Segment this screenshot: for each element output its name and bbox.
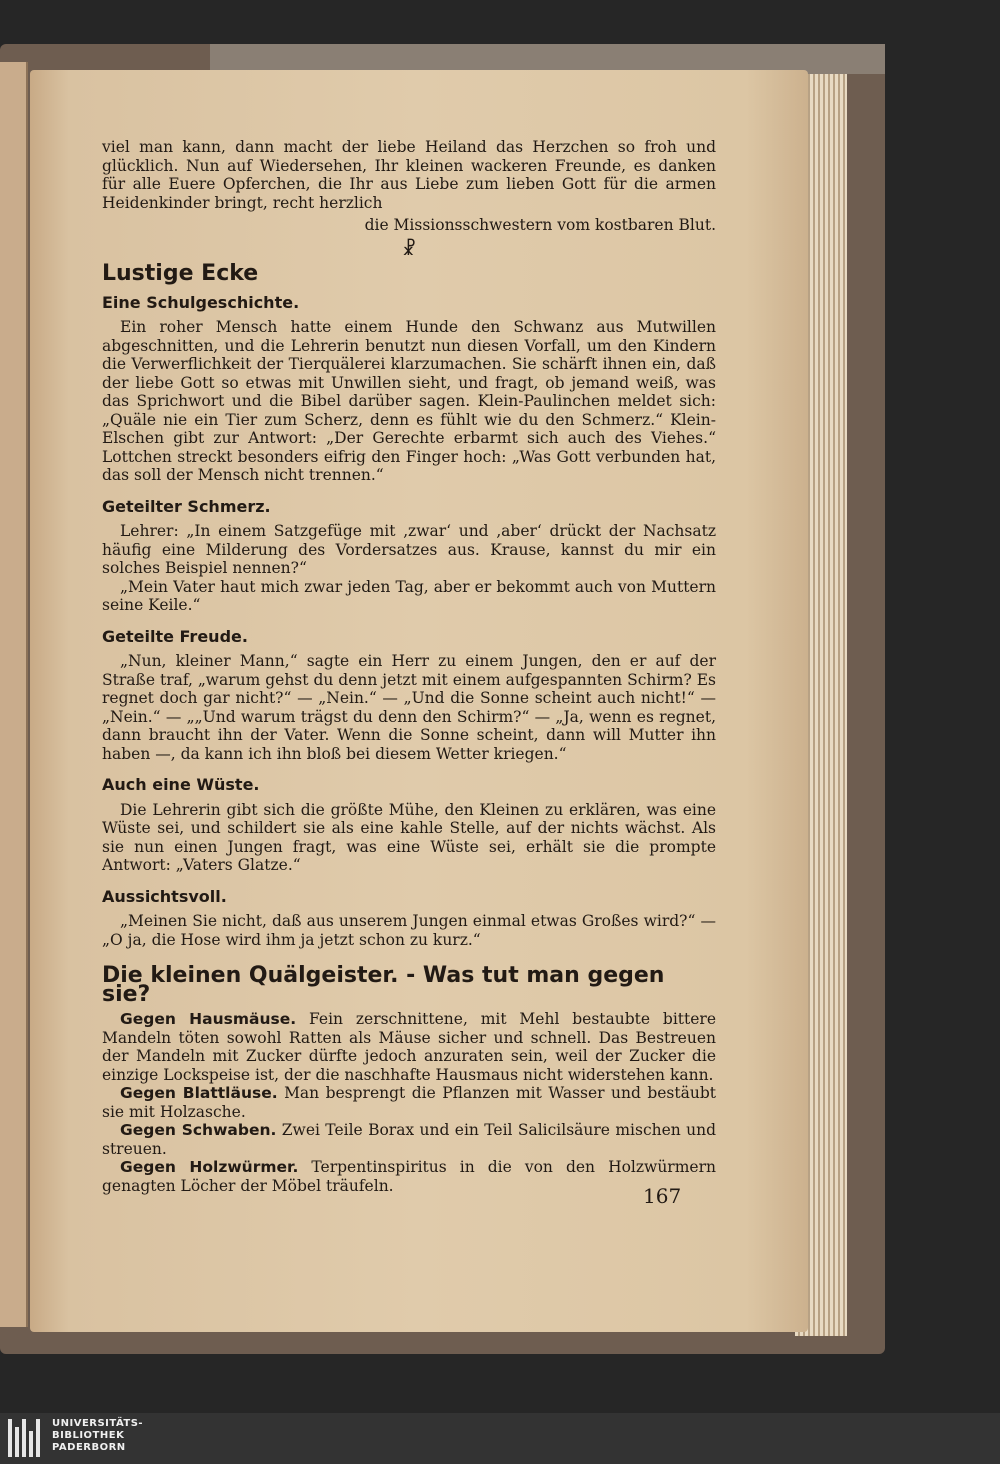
item-paragraph: „Nun, kleiner Mann,“ sagte ein Herr zu einem Jungen, den er auf der Straße traf, „warum gehst du denn jetzt mit einem aufgespannten Schirm? Es regnet doch gar nicht?“ — „Nein.“ — „Und die Sonne scheint auch nicht!“ — „Nein.“ — „„Und warum trägst du denn den Schirm?“ — „Ja, wenn es regnet, dann braucht ihn der Vater. Wenn die Sonne scheint, dann will Mutter ihn haben —, da kann ich ihn bloß bei diesem Wetter kriegen.“ bbox=[102, 652, 716, 763]
section-title-lustige-ecke: Lustige Ecke bbox=[102, 261, 259, 286]
item-title: Geteilte Freude. bbox=[102, 626, 248, 646]
logo-line-3: PADERBORN bbox=[52, 1442, 126, 1453]
tip-text: Zwei Teile Borax und ein Teil Salicilsäure mischen und streuen. bbox=[102, 1121, 717, 1158]
item-paragraph: Lehrer: „In einem Satzgefüge mit ‚zwar‘ und ‚aber‘ drückt der Nachsatz häufig eine Milderung des Vordersatzes aus. Krause, kannst du mir ein solches Beispiel nennen?“ bbox=[102, 522, 716, 577]
tip-paragraph bbox=[102, 1121, 716, 1158]
item-title: Geteilter Schmerz. bbox=[102, 496, 271, 516]
tip-paragraph bbox=[102, 1084, 716, 1121]
item-paragraph: „Mein Vater haut mich zwar jeden Tag, aber er bekommt auch von Muttern seine Keile.“ bbox=[102, 577, 716, 614]
logo-line-2: BIBLIOTHEK bbox=[52, 1430, 125, 1441]
library-footer-bar bbox=[0, 1413, 1000, 1464]
item-paragraph: Ein roher Mensch hatte einem Hunde den Schwanz aus Mutwillen abgeschnitten, und die Lehrerin benutzt nun diesen Vorfall, um den Kindern die Verwerflichkeit der Tierquälerei klarzumachen. Sie schärft ihnen ein, daß der liebe Gott so etwas mit Unwillen sieht, und fragt, ob jemand weiß, was das Sprichwort und die Bibel darüber sagen. Klein-Paulinchen meldet sich: „Quäle nie ein Tier zum Scherz, denn es fühlt wie du den Schmerz.“ Klein-Elschen gibt zur Antwort: „Der Gerechte erbarmt sich auch des Viehes.“ Lottchen streckt besonders eifrig den Finger hoch: „Was Gott verbunden hat, das soll der Mensch nicht trennen.“ bbox=[102, 318, 716, 484]
page-content bbox=[102, 138, 716, 1195]
intro-paragraph: viel man kann, dann macht der liebe Heiland das Herzchen so froh und glücklich. Nun auf Wiedersehen, Ihr kleinen wackeren Freunde, es danken für alle Euere Opferchen, die Ihr aus Liebe zum lieben Gott für die armen Heidenkinder bringt, recht herzlich bbox=[102, 138, 716, 212]
tip-paragraph bbox=[102, 1158, 716, 1195]
tip-lead: Gegen Schwaben. bbox=[120, 1121, 277, 1139]
item-title: Eine Schulgeschichte. bbox=[102, 292, 300, 312]
item-paragraph: „Meinen Sie nicht, daß aus unserem Jungen einmal etwas Großes wird?“ — „O ja, die Hose wird ihm ja jetzt schon zu kurz.“ bbox=[102, 912, 716, 949]
tip-text: Terpentinspiritus in die von den Holzwürmern genagten Löcher der Möbel träufeln. bbox=[102, 1158, 716, 1195]
library-logo-text bbox=[52, 1418, 143, 1454]
tip-paragraph bbox=[102, 1010, 716, 1084]
signature: die Missionsschwestern vom kostbaren Blut. bbox=[364, 216, 716, 234]
tip-lead: Gegen Hausmäuse. bbox=[120, 1010, 297, 1028]
left-page-edge bbox=[0, 62, 28, 1327]
tip-text: Man besprengt die Pflanzen mit Wasser und bestäubt sie mit Holzasche. bbox=[102, 1084, 716, 1121]
tip-lead: Gegen Holzwürmer. bbox=[120, 1158, 299, 1176]
page-number: 167 bbox=[643, 1184, 682, 1208]
book-page bbox=[30, 70, 808, 1332]
section-title-quaelgeister: Die kleinen Quälgeister. - Was tut man gegen sie? bbox=[102, 963, 665, 1007]
logo-line-1: UNIVERSITÄTS- bbox=[52, 1418, 144, 1429]
item-paragraph: Die Lehrerin gibt sich die größte Mühe, den Kleinen zu erklären, was eine Wüste sei, und schildert sie als eine kahle Stelle, auf der nichts wächst. Als sie nun einen Jungen fragt, was eine Wüste sei, erhält sie die prompte Antwort: „Vaters Glatze.“ bbox=[102, 800, 716, 874]
tip-text: Fein zerschnittene, mit Mehl bestaubte bittere Mandeln töten sowohl Ratten als Mäuse sicher und schnell. Das Bestreuen der Mandeln mit Zucker dürfte jedoch anzuraten sein, weil der Zucker die einzige Lockspeise ist, der die naschhafte Hausmaus nicht widerstehen kann. bbox=[102, 1010, 716, 1084]
item-title: Auch eine Wüste. bbox=[102, 775, 260, 794]
library-logo-icon bbox=[8, 1419, 46, 1457]
chi-rho-mark: ☧ bbox=[401, 238, 417, 260]
item-title: Aussichtsvoll. bbox=[102, 886, 227, 906]
tip-lead: Gegen Blattläuse. bbox=[120, 1084, 278, 1102]
